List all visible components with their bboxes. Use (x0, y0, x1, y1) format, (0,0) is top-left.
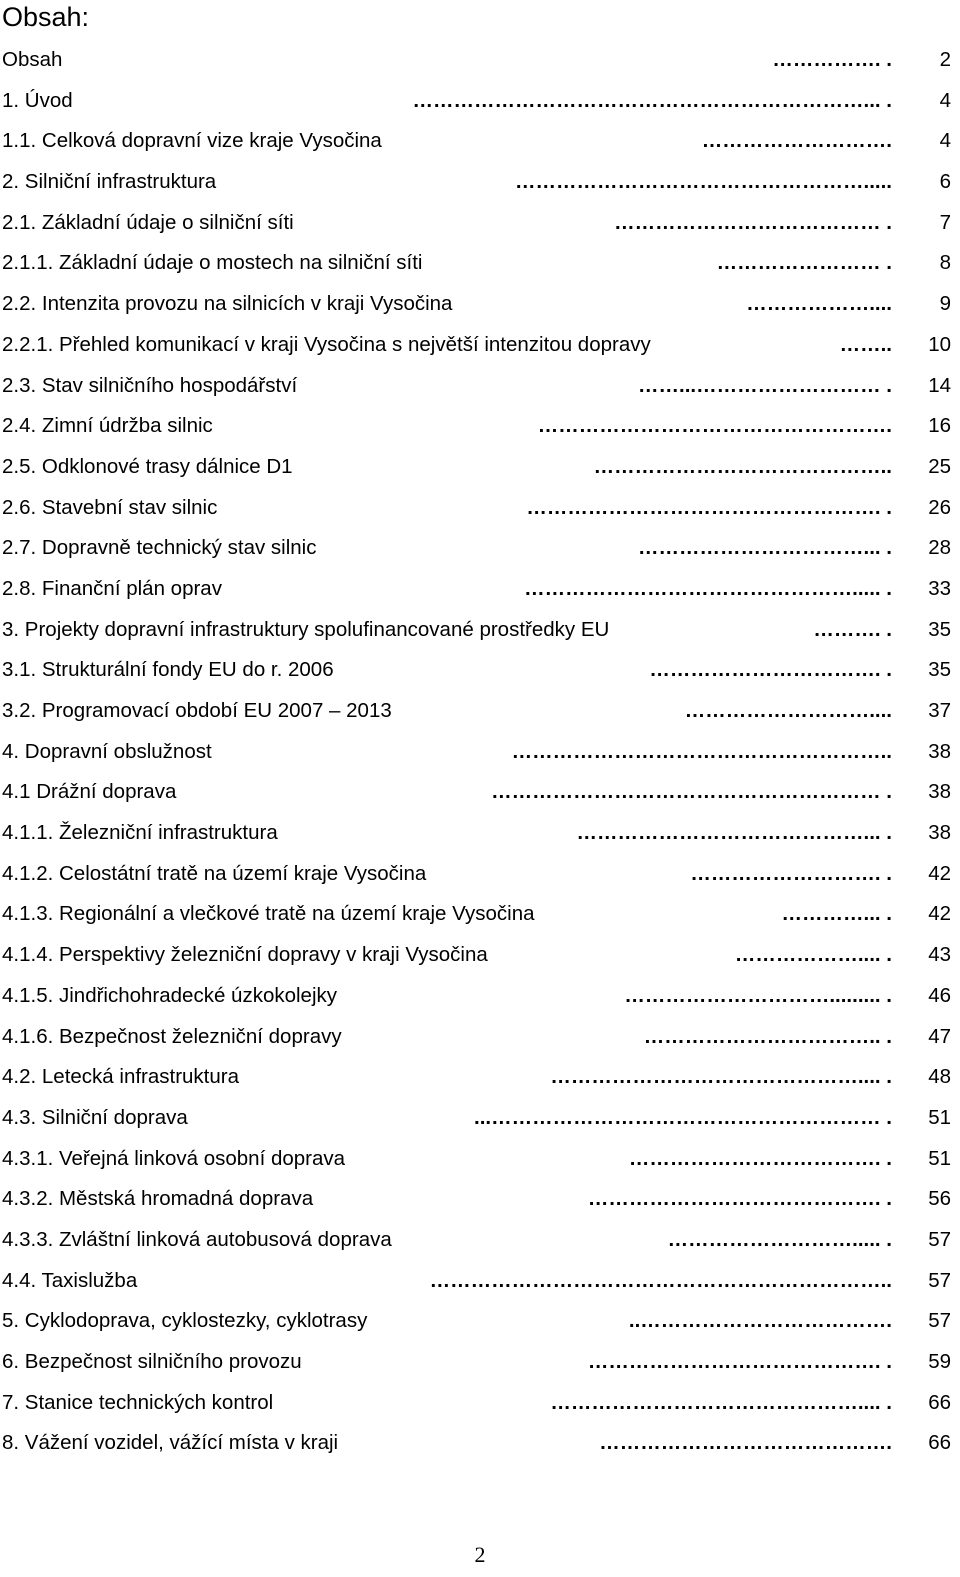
toc-entry-page: 48 (928, 1065, 951, 1089)
toc-entry-page: 51 (928, 1146, 951, 1170)
toc-entry[interactable] (0, 772, 960, 813)
toc-entry-page: 16 (928, 414, 951, 438)
toc-entry-title: 4.4. Taxislužba (2, 1268, 138, 1292)
toc-entry-title: 4.3. Silniční doprava (2, 1105, 188, 1129)
toc-entry[interactable] (0, 284, 960, 325)
toc-entry-leader: …………………………………….. (593, 454, 892, 478)
toc-entry-leader: ………………………………………………… . (491, 780, 892, 804)
toc-entry[interactable] (0, 203, 960, 244)
toc-entry-leader: …………………………….. . (643, 1024, 892, 1048)
toc-entry-title: 2.2. Intenzita provozu na silnicích v kraji Vysočina (2, 292, 453, 316)
toc-entry[interactable] (0, 1423, 960, 1464)
toc-entry[interactable] (0, 1139, 960, 1180)
toc-entry-page: 26 (928, 495, 951, 519)
toc-entry-title: 4.1.4. Perspektivy železniční dopravy v kraji Vysočina (2, 943, 488, 967)
toc-entry[interactable] (0, 447, 960, 488)
toc-entry[interactable] (0, 854, 960, 895)
toc-entry-leader: …………………… . (716, 251, 892, 275)
toc-entry-leader: ………………………………. . (628, 1146, 892, 1170)
toc-entry-leader: ………………………..... . (667, 1227, 892, 1251)
toc-entry-page: 57 (928, 1309, 951, 1333)
toc-entry-page: 25 (928, 454, 951, 478)
toc-entry-leader: ..………………………………. (628, 1309, 892, 1333)
toc-entry-title: 4. Dopravní obslužnost (2, 739, 212, 763)
toc-entry-leader: ...………………………………………………… . (474, 1105, 892, 1129)
toc-entry-leader: ……………………………………………. (537, 414, 892, 438)
toc-entry-page: 38 (928, 739, 951, 763)
toc-entry-leader: ……………….... . (734, 943, 892, 967)
toc-entry[interactable] (0, 528, 960, 569)
toc-entry-leader: ………………………. . (690, 861, 892, 885)
toc-entry-title: 4.1.2. Celostátní tratě na území kraje Vysočina (2, 861, 427, 885)
toc-entry-title: Obsah (2, 48, 63, 71)
toc-entry-leader: ………………………. (701, 129, 892, 153)
toc-entry[interactable] (0, 325, 960, 366)
toc-entry-leader: …………………………………………..... . (524, 576, 892, 600)
toc-entry[interactable] (0, 40, 960, 81)
toc-entry[interactable] (0, 366, 960, 407)
toc-entry-title: 2.5. Odklonové trasy dálnice D1 (2, 454, 293, 478)
toc-entry-leader: ……………….... (746, 292, 892, 316)
toc-entry-page: 8 (939, 251, 951, 275)
toc-entry-title: 2.7. Dopravně technický stav silnic (2, 536, 317, 560)
toc-entry-leader: ……………………………………….... . (550, 1065, 892, 1089)
toc-entry-page: 35 (928, 617, 951, 641)
toc-entry-leader: ……………………………………….... . (550, 1390, 892, 1414)
toc-entry[interactable] (0, 894, 960, 935)
toc-entry-title: 6. Bezpečnost silničního provozu (2, 1350, 302, 1373)
toc-entry-leader: …………………………......... . (624, 983, 892, 1007)
toc-entry-page: 42 (928, 861, 951, 885)
toc-entry-leader: ……………………………………... . (576, 821, 892, 845)
toc-entry[interactable] (0, 813, 960, 854)
toc-entry-page: 9 (939, 292, 951, 316)
toc-entry-title: 8. Vážení vozidel, vážící místa v kraji (2, 1431, 339, 1455)
toc-entry-leader: ……………………………………. . (587, 1187, 892, 1211)
toc-entry-leader: ……………………………………. . (587, 1350, 892, 1373)
page-number: 2 (474, 1542, 486, 1567)
toc-entry[interactable] (0, 569, 960, 610)
toc-entry-leader: …….. (839, 332, 892, 356)
toc-entry-title: 2.6. Stavební stav silnic (2, 495, 218, 519)
toc-entry-title: 4.3.3. Zvláštní linková autobusová doprava (2, 1227, 392, 1251)
toc-entry-page: 28 (928, 536, 951, 560)
toc-entry-title: 3.2. Programovací období EU 2007 – 2013 (2, 699, 392, 722)
toc-entry-page: 33 (928, 576, 951, 600)
toc-entry-page: 7 (939, 210, 951, 234)
toc-entry[interactable] (0, 121, 960, 162)
toc-entry-title: 1. Úvod (2, 88, 73, 112)
table-of-contents (0, 40, 960, 1464)
toc-entry-leader: ……………………………………. (599, 1431, 892, 1455)
toc-entry[interactable] (0, 81, 960, 122)
toc-entry[interactable] (0, 1261, 960, 1302)
toc-entry-page: 51 (928, 1105, 951, 1129)
toc-entry-leader: ……………. . (772, 48, 892, 71)
toc-entry[interactable] (0, 1383, 960, 1424)
toc-entry-leader: ……………………………. . (649, 658, 892, 682)
toc-entry-title: 2.8. Finanční plán oprav (2, 576, 222, 600)
toc-entry-page: 38 (928, 780, 951, 804)
toc-entry-title: 7. Stanice technických kontrol (2, 1390, 274, 1414)
toc-entry-title: 4.1.1. Železniční infrastruktura (2, 821, 278, 845)
toc-entry[interactable] (0, 1098, 960, 1139)
toc-entry-page: 4 (939, 129, 951, 153)
toc-entry[interactable] (0, 162, 960, 203)
toc-entry-leader: …………... . (781, 902, 892, 926)
toc-entry-title: 2.4. Zimní údržba silnic (2, 414, 213, 438)
toc-entry-leader: ……………………………………………. . (526, 495, 892, 519)
toc-entry-page: 6 (939, 170, 951, 194)
toc-entry[interactable] (0, 488, 960, 529)
toc-entry[interactable] (0, 976, 960, 1017)
toc-entry-title: 3. Projekty dopravní infrastruktury spolufinancované prostředky EU (2, 617, 610, 641)
toc-entry[interactable] (0, 1220, 960, 1261)
toc-entry-page: 42 (928, 902, 951, 926)
toc-entry-page: 14 (928, 373, 951, 397)
toc-entry-page: 2 (939, 48, 951, 71)
toc-entry-page: 66 (928, 1431, 951, 1455)
toc-entry-leader: ……...……………………… . (638, 373, 892, 397)
toc-entry-page: 66 (928, 1390, 951, 1414)
toc-entry-title: 4.1.5. Jindřichohradecké úzkokolejky (2, 983, 338, 1007)
toc-entry-leader: ……………………………………………….. (511, 739, 892, 763)
toc-entry-leader: ……………………………... . (638, 536, 892, 560)
toc-entry-title: 2.1. Základní údaje o silniční síti (2, 210, 294, 234)
toc-entry[interactable] (0, 1342, 960, 1383)
toc-entry[interactable] (0, 935, 960, 976)
toc-entry-leader: ………. . (813, 617, 892, 641)
toc-entry-title: 2.3. Stav silničního hospodářství (2, 373, 298, 397)
toc-entry-page: 10 (928, 332, 951, 356)
toc-entry[interactable] (0, 650, 960, 691)
toc-entry-title: 4.1 Drážní doprava (2, 780, 177, 804)
toc-entry-title: 2.1.1. Základní údaje o mostech na silniční síti (2, 251, 423, 275)
toc-entry-title: 5. Cyklodoprava, cyklostezky, cyklotrasy (2, 1309, 368, 1333)
toc-entry-page: 37 (928, 699, 951, 722)
toc-entry-title: 4.3.2. Městská hromadná doprava (2, 1187, 314, 1211)
toc-entry-leader: ………………………………………………………….. (429, 1268, 892, 1292)
toc-entry[interactable] (0, 243, 960, 284)
toc-entry-page: 35 (928, 658, 951, 682)
toc-entry-title: 3.1. Strukturální fondy EU do r. 2006 (2, 658, 334, 682)
toc-entry-page: 56 (928, 1187, 951, 1211)
toc-entry[interactable] (0, 691, 960, 732)
toc-entry-title: 4.1.6. Bezpečnost železniční dopravy (2, 1024, 342, 1048)
toc-entry-title: 2. Silniční infrastruktura (2, 170, 217, 194)
toc-entry[interactable] (0, 1179, 960, 1220)
toc-heading: Obsah: (2, 2, 90, 32)
toc-entry-page: 46 (928, 983, 951, 1007)
toc-entry-leader: ……………………….... (684, 699, 892, 722)
toc-entry-title: 4.2. Letecká infrastruktura (2, 1065, 240, 1089)
toc-entry-page: 43 (928, 943, 951, 967)
toc-entry[interactable] (0, 610, 960, 651)
toc-entry-page: 59 (928, 1350, 951, 1373)
toc-entry[interactable] (0, 732, 960, 773)
toc-entry[interactable] (0, 1017, 960, 1058)
toc-entry-title: 4.1.3. Regionální a vlečkové tratě na území kraje Vysočina (2, 902, 535, 926)
toc-entry-leader: ………………………………… . (614, 210, 892, 234)
toc-entry-title: 1.1. Celková dopravní vize kraje Vysočina (2, 129, 382, 153)
toc-entry-title: 4.3.1. Veřejná linková osobní doprava (2, 1146, 346, 1170)
toc-entry-leader: …………………………………………………………... . (412, 88, 892, 112)
toc-entry-page: 57 (928, 1268, 951, 1292)
toc-entry-page: 4 (939, 88, 951, 112)
toc-entry-leader: ……………………………………………..... (515, 170, 892, 194)
toc-entry-page: 38 (928, 821, 951, 845)
toc-entry-page: 47 (928, 1024, 951, 1048)
toc-entry[interactable] (0, 1057, 960, 1098)
toc-entry-page: 57 (928, 1227, 951, 1251)
toc-entry-title: 2.2.1. Přehled komunikací v kraji Vysočina s největší intenzitou dopravy (2, 332, 651, 356)
toc-entry[interactable] (0, 1301, 960, 1342)
toc-entry[interactable] (0, 406, 960, 447)
